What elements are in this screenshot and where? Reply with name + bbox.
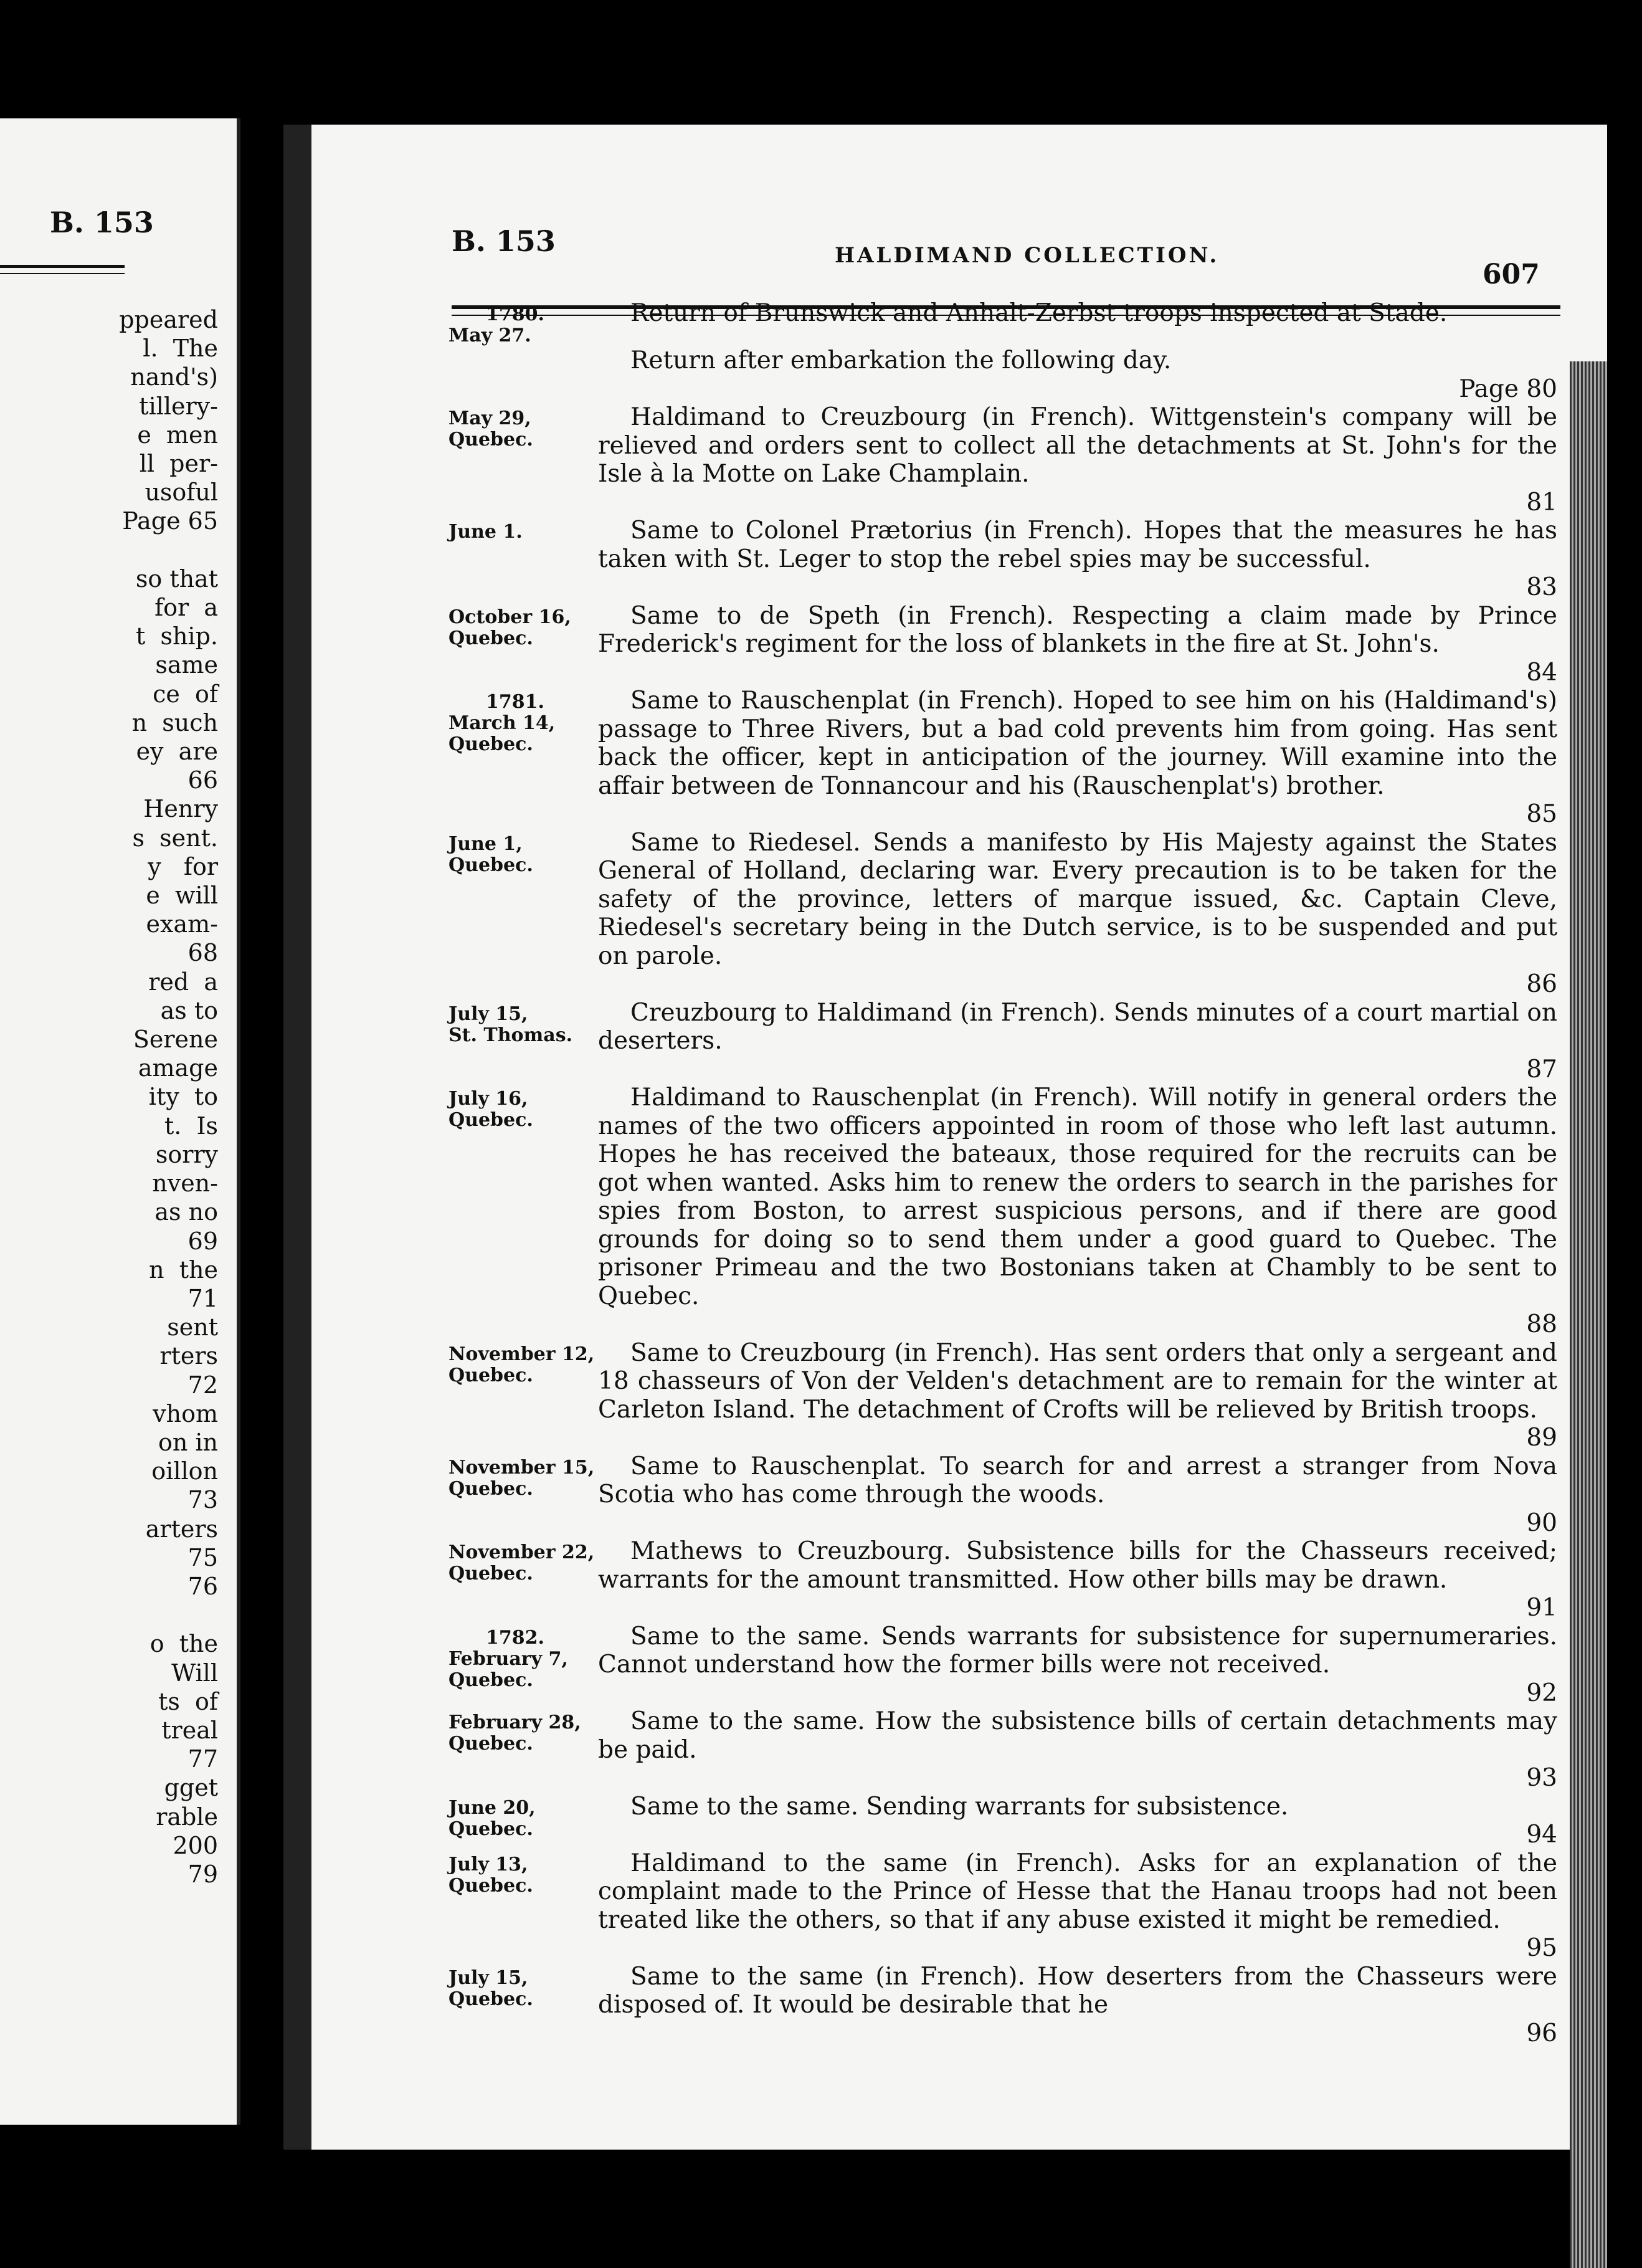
- calendar-entry: [436, 1963, 1557, 2048]
- entry-date-line: July 15,: [448, 1003, 528, 1025]
- entry-page-ref: 94: [1526, 1821, 1557, 1849]
- page-code: B. 153: [452, 224, 556, 258]
- page-edges: [1570, 361, 1607, 2268]
- left-page-line: rters: [159, 1342, 218, 1370]
- left-page-line: 75: [187, 1543, 218, 1571]
- entry-date-line: November 12,: [448, 1343, 595, 1365]
- entry-date-line: Quebec.: [448, 1563, 533, 1584]
- left-page-line: [119, 536, 218, 565]
- entry-page-ref: 95: [1526, 1934, 1557, 1962]
- running-title: HALDIMAND COLLECTION.: [835, 243, 1220, 268]
- left-page-line: 76: [187, 1572, 218, 1600]
- entry-date: [436, 1707, 598, 1793]
- entry-date-line: Quebec.: [448, 1988, 533, 2010]
- left-page-line: red a: [148, 968, 218, 996]
- entry-page-ref: 91: [1526, 1594, 1557, 1622]
- left-page-line: t ship.: [136, 622, 218, 650]
- left-page-line: as no: [154, 1198, 218, 1226]
- left-page-line: Will: [171, 1659, 218, 1687]
- left-page-line: nand's): [130, 363, 218, 391]
- entry-text: Same to de Speth (in French). Respecting a claim made by Prince Frederick's regiment for the loss of blankets in the fire at St. John's.: [598, 601, 1557, 658]
- right-page: [311, 125, 1607, 2150]
- entry-date: [436, 602, 598, 687]
- left-page-line: gget: [164, 1774, 218, 1802]
- calendar-entry: [436, 346, 1557, 403]
- left-page-line: sorry: [140, 1140, 218, 1168]
- entry-date-line: 1782.: [486, 1626, 544, 1649]
- left-page-line: rable: [156, 1803, 218, 1831]
- entry-date-line: 1781.: [486, 691, 544, 713]
- calendar-entry: [436, 517, 1557, 602]
- entry-date: [436, 1537, 598, 1622]
- left-page-line: so that: [135, 565, 218, 593]
- left-page-line: n such: [131, 708, 218, 736]
- left-page-line: 72: [187, 1371, 218, 1399]
- entry-text: Creuzbourg to Haldimand (in French). Sends minutes of a court martial on deserters.: [598, 998, 1557, 1055]
- entry-text: Haldimand to the same (in French). Asks for an explanation of the complaint made to the Prince of Hesse that the Hanau troops had not been treated like the others, so that if any abuse existed it might be remedied.: [598, 1849, 1557, 1934]
- entry-page-ref: 92: [1526, 1679, 1557, 1707]
- entry-page-ref: Page 80: [1459, 374, 1557, 403]
- entry-date-line: June 20,: [448, 1796, 536, 1819]
- left-page-line: ce of: [153, 680, 218, 708]
- entry-date-line: Quebec.: [448, 1109, 533, 1131]
- left-page-line: 69: [187, 1227, 218, 1255]
- entry-page-ref: 88: [1526, 1310, 1557, 1338]
- entry-page-ref: 96: [1526, 2019, 1557, 2047]
- calendar-entry: [436, 1537, 1557, 1622]
- entry-text: Same to Colonel Prætorius (in French). Hopes that the measures he has taken with St. Leger to stop the rebel spies may be successful.: [598, 517, 1557, 573]
- left-page-line: vhom: [153, 1399, 218, 1427]
- entry-page-ref: 84: [1526, 658, 1557, 687]
- entry-date: [436, 687, 598, 829]
- entry-text: Return after embarkation the following day.: [630, 346, 1172, 374]
- entry-date-line: Quebec.: [448, 733, 533, 755]
- entry-date-line: Quebec.: [448, 627, 533, 649]
- left-page-text: [119, 305, 218, 1889]
- left-page-line: nven-: [152, 1170, 218, 1198]
- calendar-entry: [436, 403, 1557, 517]
- left-page-line: 71: [187, 1284, 218, 1312]
- left-page-line: oillon: [151, 1457, 218, 1485]
- entry-date: [436, 299, 598, 346]
- left-page-line: arters: [145, 1515, 218, 1543]
- calendar-entry: [436, 1849, 1557, 1963]
- left-page-line: 73: [187, 1486, 218, 1514]
- left-page-line: 77: [187, 1745, 218, 1773]
- left-page-line: t. Is: [164, 1112, 218, 1140]
- entry-date: [436, 1452, 598, 1538]
- entry-text: Same to the same (in French). How deserters from the Chasseurs were disposed of. It would be desirable that he: [598, 1962, 1557, 2019]
- entry-text: Same to Rauschenplat (in French). Hoped to see him on his (Haldimand's) passage to Three Rivers, but a bad cold prevents him from going. Has sent back the officer, kept in anticipation of the journey. Will examine into the affair between de Tonnancour and his (Rauschenplat's) brother.: [598, 687, 1557, 800]
- entry-date-line: July 15,: [448, 1966, 528, 1989]
- entry-date-line: June 1.: [448, 521, 523, 543]
- calendar-entry: [436, 1084, 1557, 1339]
- entry-text: Same to the same. Sends warrants for subsistence for supernumeraries. Cannot understand how the former bills were not received.: [598, 1622, 1557, 1679]
- entry-text: Haldimand to Rauschenplat (in French). Will notify in general orders the names of the two officers appointed in room of those who left last autumn. Hopes he has received the bateaux, those required for the recruits can be got when wanted. Asks him to renew the orders to search in the parishes for spies from Boston, to arrest suspicious persons, and if there are good grounds for doing so to send them under a good guard to Quebec. The prisoner Primeau and the two Bostonians taken at Chambly to be sent to Quebec.: [598, 1084, 1557, 1310]
- left-page-line: treal: [161, 1716, 218, 1744]
- entry-date-line: May 27.: [448, 325, 531, 346]
- entry-text: Same to Rauschenplat. To search for and arrest a stranger from Nova Scotia who has come through the woods.: [598, 1452, 1557, 1508]
- entry-date-line: Quebec.: [448, 1818, 533, 1840]
- entry-text: Same to Riedesel. Sends a manifesto by His Majesty against the States General of Holland, declaring war. Every precaution is to be taken for the safety of the province, letters of marque issued, &c. Captain Cleve, Riedesel's secretary being in the Dutch service, is to be suspended and put on parole.: [598, 828, 1557, 970]
- calendar-entry: [436, 829, 1557, 999]
- entry-date-line: St. Thomas.: [448, 1024, 573, 1046]
- left-page-line: ey are: [136, 738, 218, 766]
- left-page-line: [119, 1601, 218, 1629]
- entry-date: [436, 1084, 598, 1339]
- left-page-line: for a: [139, 594, 218, 622]
- page-number: 607: [1483, 259, 1540, 290]
- entry-date-line: Quebec.: [448, 1733, 533, 1755]
- entry-date-line: February 7,: [448, 1647, 568, 1670]
- entry-date-line: Quebec.: [448, 854, 533, 876]
- left-page-line: ts of: [158, 1687, 218, 1715]
- entry-date-line: July 13,: [448, 1853, 528, 1875]
- entry-date-line: Quebec.: [448, 1874, 533, 1897]
- left-page: [0, 118, 240, 2125]
- left-page-line: on in: [158, 1428, 218, 1456]
- left-page-line: 66: [187, 766, 218, 794]
- entry-date-line: November 22,: [448, 1541, 595, 1563]
- left-page-line: ity to: [148, 1083, 218, 1111]
- left-page-line: ll per-: [139, 450, 218, 478]
- entry-page-ref: 89: [1526, 1424, 1557, 1452]
- calendar-entry: [436, 1339, 1557, 1452]
- calendar-entry: [436, 1452, 1557, 1538]
- left-page-line: as to: [145, 996, 218, 1024]
- calendar-entry: [436, 1707, 1557, 1793]
- left-page-line: 200: [173, 1831, 218, 1859]
- entry-text: Haldimand to Creuzbourg (in French). Wittgenstein's company will be relieved and orders sent to collect all the detachments at St. John's for the Isle à la Motte on Lake Champlain.: [598, 403, 1557, 488]
- entry-page-ref: 86: [1526, 970, 1557, 998]
- entry-date-line: October 16,: [448, 606, 571, 628]
- left-page-line: Serene: [133, 1026, 218, 1054]
- left-page-line: same: [140, 651, 218, 679]
- entry-date-line: July 16,: [448, 1088, 528, 1110]
- entry-date-line: May 29,: [448, 407, 531, 429]
- calendar-entry: [436, 299, 1557, 346]
- entry-text: Mathews to Creuzbourg. Subsistence bills for the Chasseurs received; warrants for the amount transmitted. How other bills may be drawn.: [598, 1537, 1557, 1594]
- calendar-entry: [436, 687, 1557, 829]
- entry-date-line: Quebec.: [448, 1364, 533, 1386]
- calendar-entry: [436, 602, 1557, 687]
- left-page-rule: [0, 265, 125, 268]
- entry-date: [436, 1849, 598, 1963]
- entry-text: Same to Creuzbourg (in French). Has sent orders that only a sergeant and 18 chasseurs of Von der Velden's detachment are to remain for the winter at Carleton Island. The detachment of Crofts will be relieved by British troops.: [598, 1338, 1557, 1424]
- entry-date-line: Quebec.: [448, 1669, 533, 1691]
- entry-page-ref: 87: [1526, 1055, 1557, 1084]
- left-page-line: y for: [148, 852, 218, 880]
- left-page-line: usoful: [145, 479, 218, 507]
- entry-page-ref: 81: [1526, 488, 1557, 517]
- entry-date: [436, 403, 598, 517]
- entry-date: [436, 1339, 598, 1452]
- entry-date-line: March 14,: [448, 712, 556, 734]
- left-page-line: tillery-: [139, 392, 218, 420]
- calendar-entry: [436, 1622, 1557, 1708]
- entry-page-ref: 83: [1526, 573, 1557, 601]
- entry-text: Same to the same. How the subsistence bills of certain detachments may be paid.: [598, 1707, 1557, 1764]
- entry-date: [436, 1963, 598, 2048]
- entry-page-ref: 90: [1526, 1508, 1557, 1537]
- left-page-line: exam-: [146, 910, 218, 938]
- left-page-line: ppeared: [119, 306, 218, 333]
- calendar-entry: [436, 999, 1557, 1084]
- entry-date: [436, 1793, 598, 1849]
- entry-date-line: February 28,: [448, 1712, 581, 1733]
- entry-date-line: Quebec.: [448, 429, 533, 450]
- entry-date-line: 1780.: [486, 303, 544, 325]
- entry-date: [436, 829, 598, 999]
- left-page-line: e men: [137, 421, 218, 449]
- left-page-line: e will: [146, 882, 218, 910]
- left-page-line: o the: [149, 1630, 218, 1658]
- entry-date: [436, 346, 598, 403]
- entry-date-line: June 1,: [448, 832, 523, 855]
- left-page-line: Henry: [143, 795, 218, 823]
- entry-date: [436, 999, 598, 1084]
- entry-text: Return of Brunswick and Anhalt-Zerbst troops inspected at Stade.: [630, 299, 1448, 327]
- entry-list: [436, 299, 1557, 2047]
- left-page-line: n the: [149, 1256, 218, 1284]
- left-page-line: sent: [152, 1313, 218, 1341]
- left-page-line: Page 65: [122, 507, 218, 535]
- entry-date-line: Quebec.: [448, 1477, 533, 1500]
- calendar-entry: [436, 1793, 1557, 1849]
- left-page-line: s sent.: [132, 824, 218, 852]
- left-page-line: 79: [187, 1860, 218, 1888]
- left-page-line: amage: [138, 1054, 218, 1082]
- left-page-line: l. The: [143, 335, 218, 363]
- entry-date: [436, 517, 598, 602]
- left-page-rule: [0, 273, 125, 274]
- entry-text: Same to the same. Sending warrants for subsistence.: [630, 1792, 1289, 1821]
- entry-date-line: November 15,: [448, 1456, 595, 1479]
- left-page-line: 68: [187, 939, 218, 967]
- entry-date: [436, 1622, 598, 1708]
- entry-page-ref: 85: [1526, 800, 1557, 828]
- entry-page-ref: 93: [1526, 1764, 1557, 1792]
- left-page-header: B. 153: [50, 206, 154, 239]
